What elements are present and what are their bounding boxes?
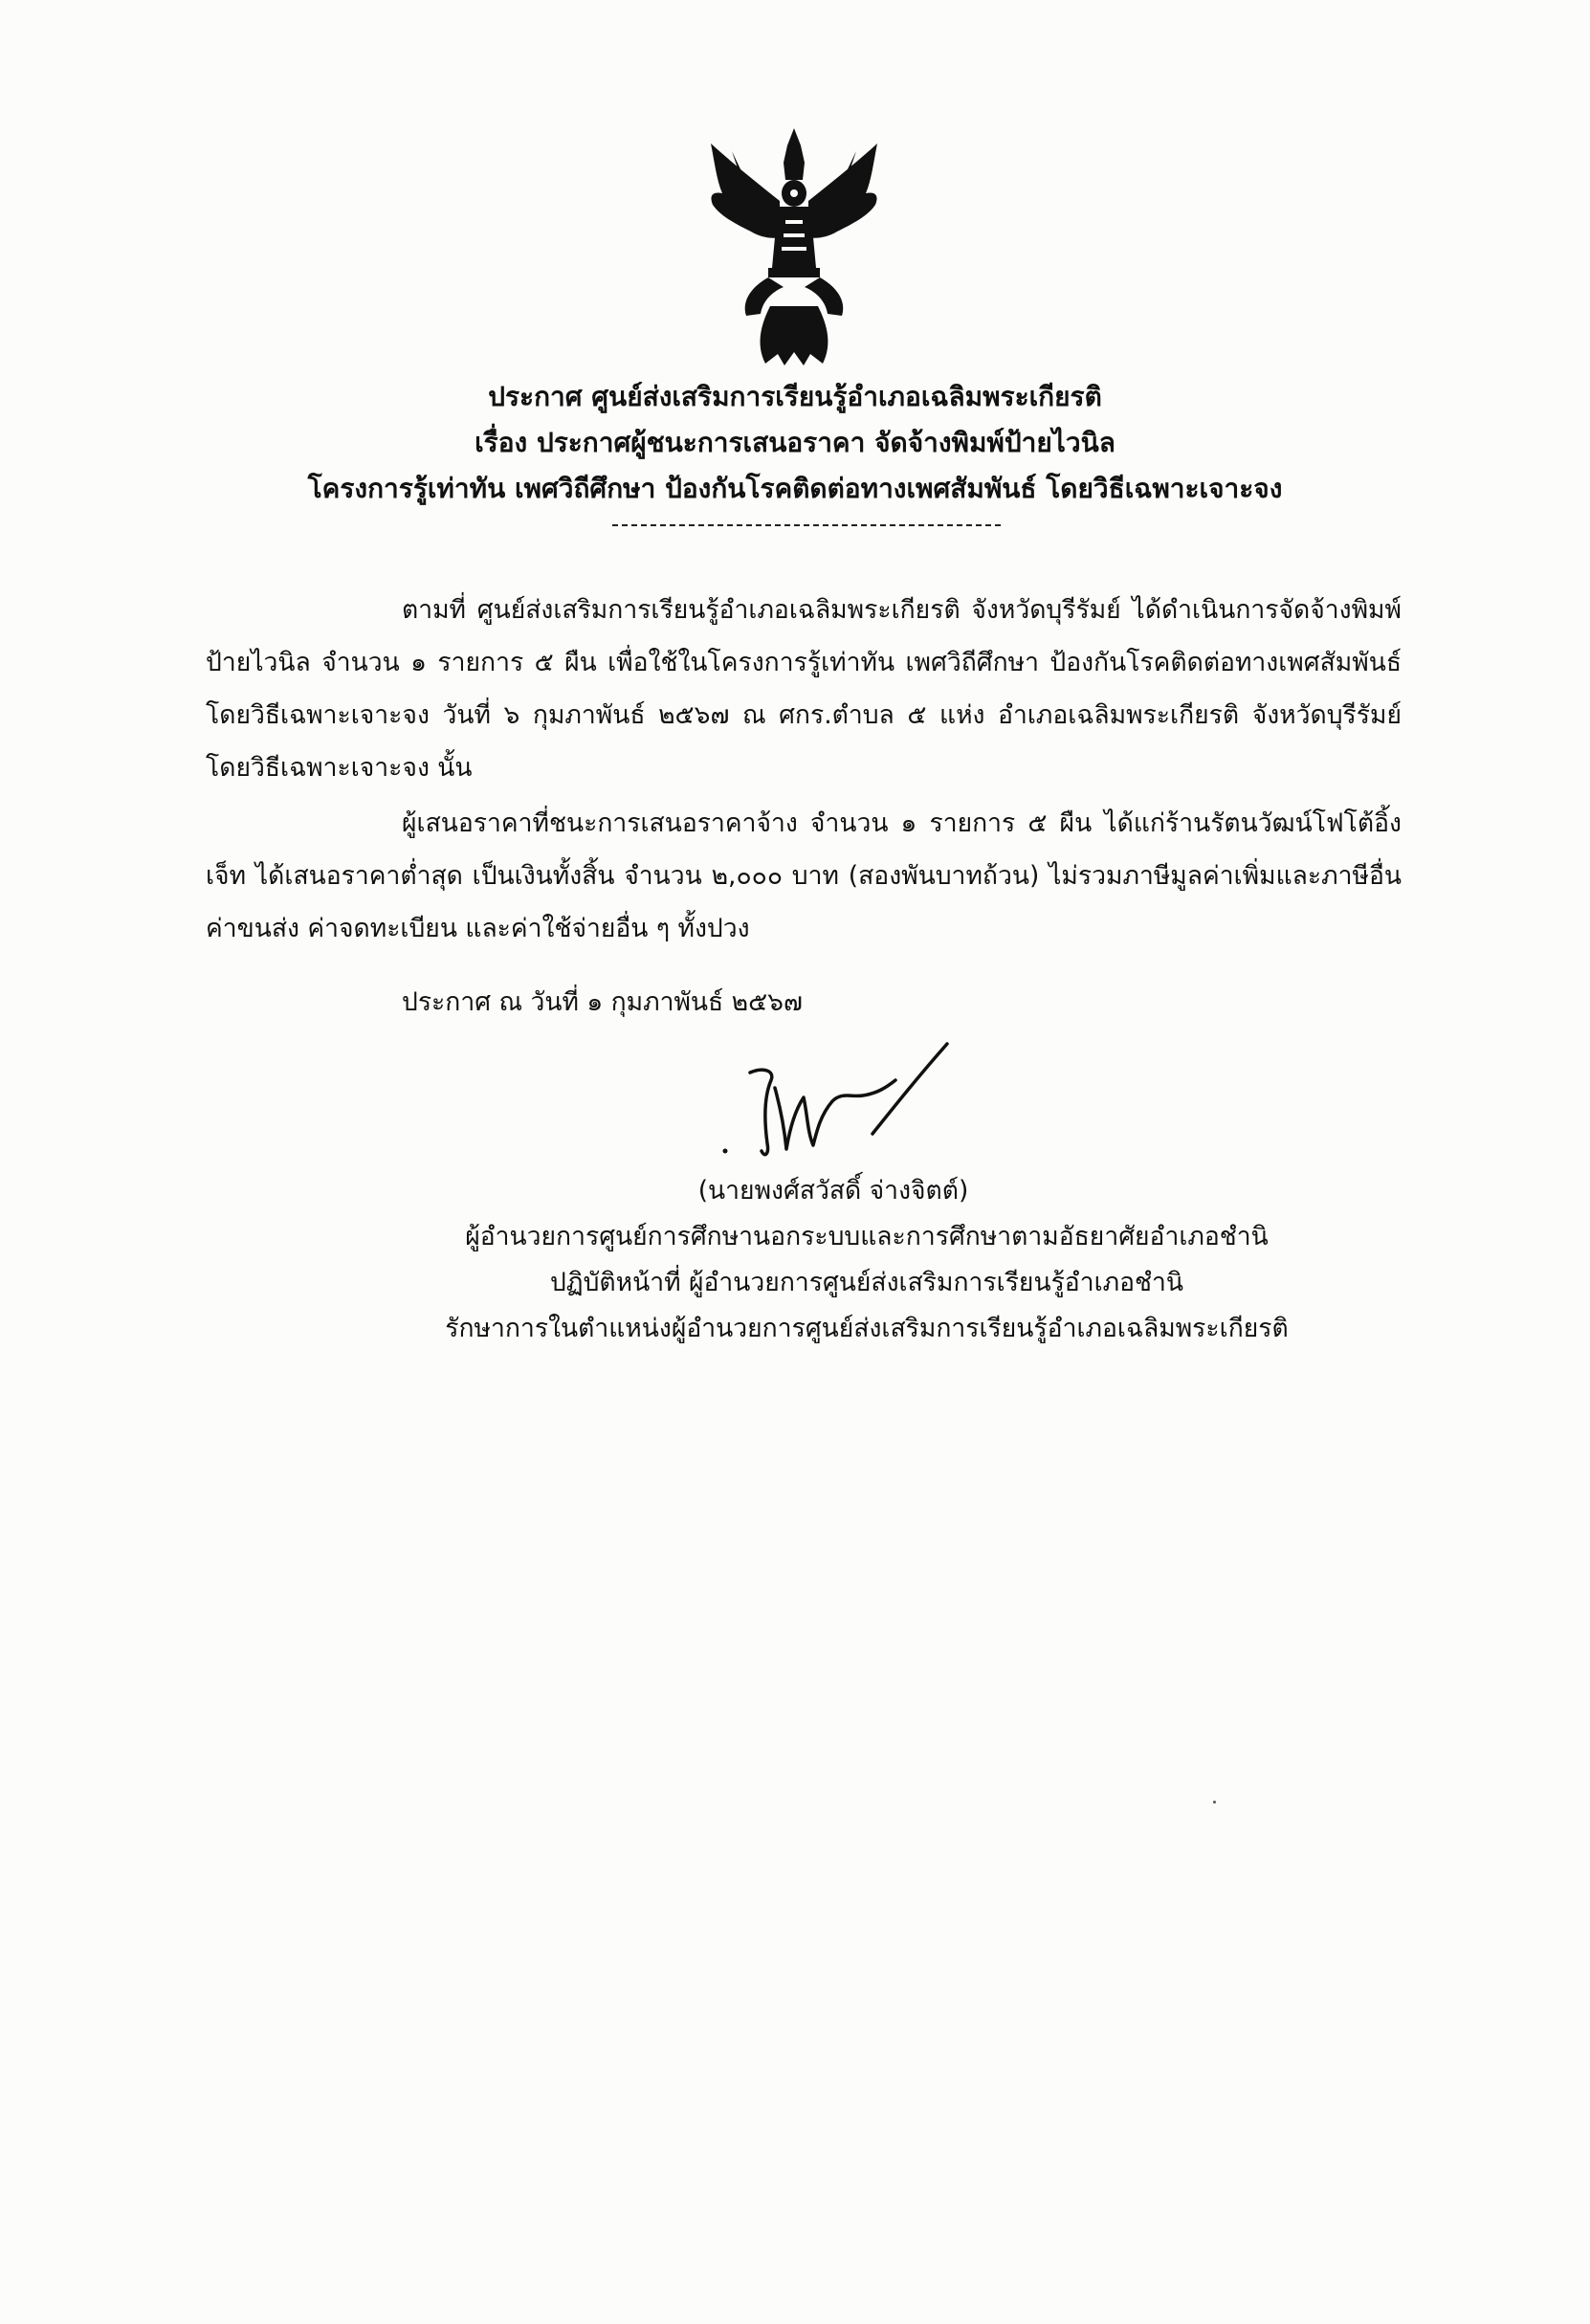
body-paragraph-1 xyxy=(206,584,1402,794)
signatory-position-3: รักษาการในตำแหน่งผู้อำนวยการศูนย์ส่งเสริมการเรียนรู้อำเภอเฉลิมพระเกียรติ xyxy=(445,1314,1289,1343)
paragraph-1-text: ตามที่ ศูนย์ส่งเสริมการเรียนรู้อำเภอเฉลิมพระเกียรติ จังหวัดบุรีรัมย์ ได้ดำเนินการจัดจ้างพิมพ์ป้ายไวนิล จำนวน ๑ รายการ ๕ ผืน เพื่อใช้ในโครงการรู้เท่าทัน เพศวิถีศึกษา ป้องกันโรคติดต่อทางเพศสัมพันธ์ โดยวิธีเฉพาะเจาะจง วันที่ ๖ กุมภาพันธ์ ๒๕๖๗ ณ ศกร.ตำบล ๕ แห่ง อำเภอเฉลิมพระเกียรติ จังหวัดบุรีรัมย์ โดยวิธีเฉพาะเจาะจง นั้น xyxy=(206,595,1402,783)
announcement-subject: เรื่อง ประกาศผู้ชนะการเสนอราคา จัดจ้างพิมพ์ป้ายไวนิล xyxy=(475,427,1115,458)
announcement-date: ประกาศ ณ วันที่ ๑ กุมภาพันธ์ ๒๕๖๗ xyxy=(402,987,803,1017)
body-paragraph-2 xyxy=(206,797,1402,955)
paper-speck xyxy=(1213,1801,1216,1804)
signatory-position-2: ปฏิบัติหน้าที่ ผู้อำนวยการศูนย์ส่งเสริมการเรียนรู้อำเภอชำนิ xyxy=(549,1268,1184,1297)
announcement-project: โครงการรู้เท่าทัน เพศวิถีศึกษา ป้องกันโรคติดต่อทางเพศสัมพันธ์ โดยวิธีเฉพาะเจาะจง xyxy=(307,473,1283,504)
signatory-position-1: ผู้อำนวยการศูนย์การศึกษานอกระบบและการศึกษาตามอัธยาศัยอำเภอชำนิ xyxy=(465,1222,1269,1251)
paragraph-2-text: ผู้เสนอราคาที่ชนะการเสนอราคาจ้าง จำนวน ๑ รายการ ๕ ผืน ได้แก่ร้านรัตนวัฒน์โฟโต้อิ้งเจ็ท ได้เสนอราคาต่ำสุด เป็นเงินทั้งสิ้น จำนวน ๒,๐๐๐ บาท (สองพันบาทถ้วน) ไม่รวมภาษีมูลค่าเพิ่มและภาษีอื่น ค่าขนส่ง ค่าจดทะเบียน และค่าใช้จ่ายอื่น ๆ ทั้งปวง xyxy=(206,808,1402,943)
announcement-title: ประกาศ ศูนย์ส่งเสริมการเรียนรู้อำเภอเฉลิมพระเกียรติ xyxy=(488,381,1102,412)
signatory-name: (นายพงศ์สวัสดิ์ จ่างจิตต์) xyxy=(697,1176,969,1206)
handwritten-signature xyxy=(708,1038,1024,1172)
garuda-emblem xyxy=(703,124,885,373)
dashed-divider xyxy=(612,524,1001,526)
